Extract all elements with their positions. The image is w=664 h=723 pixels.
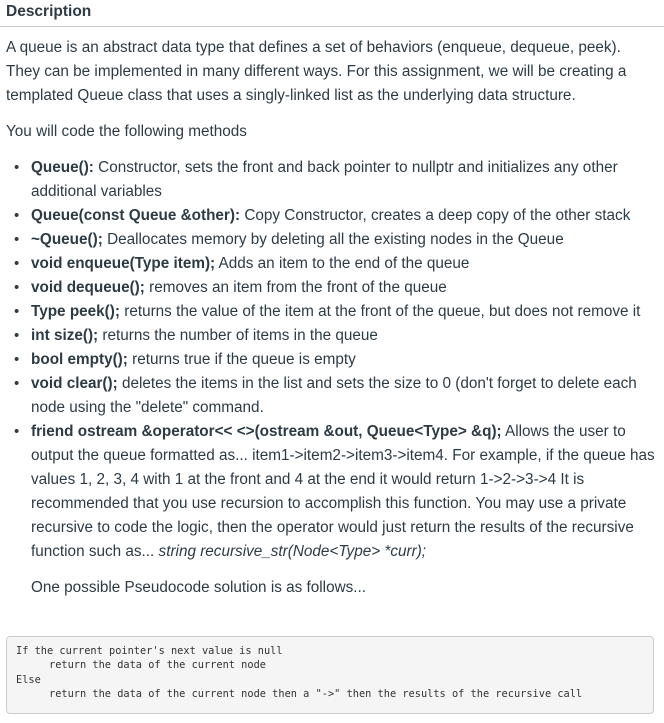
- list-item: [0, 372, 664, 420]
- list-item: [0, 204, 664, 228]
- method-description: Copy Constructor, creates a deep copy of the other stack: [240, 207, 631, 224]
- method-name: ~Queue();: [31, 231, 103, 248]
- method-description: removes an item from the front of the queue: [144, 279, 447, 296]
- method-description: Allows the user to output the queue formatted as... item1->item2->item3->item4. For example, if the queue has values 1, 2, 3, 4 with 1 at the front and 4 at the end it would return 1->2->3->4 It is recommended that you use recursion to accomplish this function. You may use a private recursive to code the logic, then the operator would just return the results of the recursive function such as...: [31, 423, 655, 560]
- method-description: returns the value of the item at the front of the queue, but does not remove it: [119, 303, 641, 320]
- pseudocode-block: [6, 636, 654, 714]
- method-signature: string recursive_str(Node<Type> *curr);: [158, 543, 427, 560]
- list-item: [0, 252, 664, 276]
- title-divider: [0, 26, 664, 27]
- method-name: Queue(const Queue &other):: [31, 207, 241, 224]
- bullet-icon: •: [14, 375, 20, 392]
- list-item: [0, 228, 664, 252]
- code-line: If the current pointer's next value is null: [16, 645, 283, 657]
- bullet-icon: •: [14, 231, 20, 248]
- method-description: Deallocates memory by deleting all the existing nodes in the Queue: [102, 231, 564, 248]
- method-name: void enqueue(Type item);: [31, 255, 216, 272]
- list-item: [0, 156, 664, 204]
- code-line: return the data of the current node: [49, 659, 266, 672]
- method-name: Queue():: [31, 159, 94, 176]
- method-name: friend ostream &operator<< <>(ostream &out, Queue<Type> &q);: [31, 423, 502, 440]
- page-title: Description: [6, 3, 92, 20]
- pseudocode-intro: One possible Pseudocode solution is as follows...: [31, 579, 367, 596]
- method-description: Adds an item to the end of the queue: [215, 255, 470, 272]
- list-item: [0, 324, 664, 348]
- method-name: void clear();: [31, 375, 118, 392]
- bullet-icon: •: [14, 255, 20, 272]
- method-name: void dequeue();: [31, 279, 145, 296]
- bullet-icon: •: [14, 279, 20, 296]
- intro-paragraph: A queue is an abstract data type that defines a set of behaviors (enqueue, dequeue, peek). They can be implemented in many different ways. For this assignment, we will be creating a templated Queue class that uses a singly-linked list as the underlying data structure.: [6, 39, 627, 104]
- list-item: [0, 276, 664, 300]
- bullet-icon: •: [14, 423, 20, 440]
- method-name: Type peek();: [31, 303, 120, 320]
- code-line: Else: [16, 673, 41, 686]
- bullet-icon: •: [14, 159, 20, 176]
- method-name: bool empty();: [31, 351, 128, 368]
- methods-list: [0, 156, 664, 600]
- code-line: return the data of the current node then a "->" then the results of the recursive call: [49, 688, 583, 701]
- list-item: [0, 348, 664, 372]
- method-description: Constructor, sets the front and back pointer to nullptr and initializes any other additional variables: [31, 159, 618, 200]
- method-description: returns true if the queue is empty: [127, 351, 356, 368]
- list-item: [0, 300, 664, 324]
- method-description: returns the number of items in the queue: [98, 327, 378, 344]
- bullet-icon: •: [14, 303, 20, 320]
- bullet-icon: •: [14, 351, 20, 368]
- bullet-icon: •: [14, 327, 20, 344]
- bullet-icon: •: [14, 207, 20, 224]
- method-description: deletes the items in the list and sets the size to 0 (don't forget to delete each node using the "delete" command.: [31, 375, 637, 416]
- method-name: int size();: [31, 327, 99, 344]
- methods-lead: You will code the following methods: [6, 123, 247, 140]
- list-item: [0, 420, 664, 600]
